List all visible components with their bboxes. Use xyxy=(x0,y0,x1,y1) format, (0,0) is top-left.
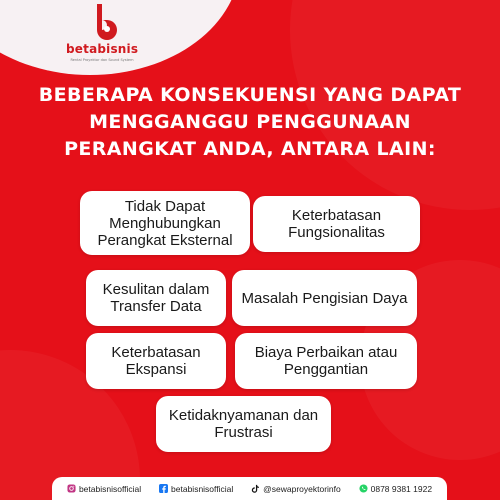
brand-name: betabisnis xyxy=(66,42,139,56)
tiktok-link[interactable] xyxy=(251,484,341,494)
whatsapp-link[interactable] xyxy=(359,484,432,494)
consequence-card xyxy=(80,191,250,255)
whatsapp-number: 0878 9381 1922 xyxy=(370,483,433,494)
consequence-label: Tidak Dapat Menghubungkan Perangkat Eksternal xyxy=(97,197,233,249)
consequence-label: Keterbatasan Fungsionalitas xyxy=(288,207,385,241)
tiktok-handle: @sewaproyektorinfo xyxy=(263,483,341,494)
headline: BEBERAPA KONSEKUENSI YANG DAPAT MENGGANGGU PENGGUNAAN PERANGKAT ANDA, ANTARA LAIN: xyxy=(38,84,462,160)
consequence-label: Kesulitan dalam Transfer Data xyxy=(102,281,210,315)
consequence-card xyxy=(232,270,417,326)
brand-logo xyxy=(66,2,139,66)
consequence-label: Masalah Pengisian Daya xyxy=(241,289,408,307)
consequence-label: Ketidaknyamanan dan Frustrasi xyxy=(168,407,319,441)
consequence-card xyxy=(235,333,417,389)
instagram-link[interactable] xyxy=(67,484,141,494)
instagram-icon xyxy=(67,484,76,493)
logo-mark-icon xyxy=(88,2,118,42)
consequence-card xyxy=(156,396,331,452)
consequence-card xyxy=(86,333,226,389)
facebook-link[interactable] xyxy=(159,484,233,494)
consequence-label: Keterbatasan Ekspansi xyxy=(111,344,201,378)
whatsapp-icon xyxy=(359,484,368,493)
social-footer xyxy=(52,477,447,500)
brand-tagline: Rental Proyektor dan Sound System xyxy=(70,58,134,62)
tiktok-icon xyxy=(251,484,260,493)
consequence-label: Biaya Perbaikan atau Penggantian xyxy=(254,344,398,378)
facebook-handle: betabisnisofficial xyxy=(171,483,234,494)
consequence-card xyxy=(86,270,226,326)
facebook-icon xyxy=(159,484,168,493)
consequence-card xyxy=(253,196,420,252)
instagram-handle: betabisnisofficial xyxy=(78,483,142,494)
